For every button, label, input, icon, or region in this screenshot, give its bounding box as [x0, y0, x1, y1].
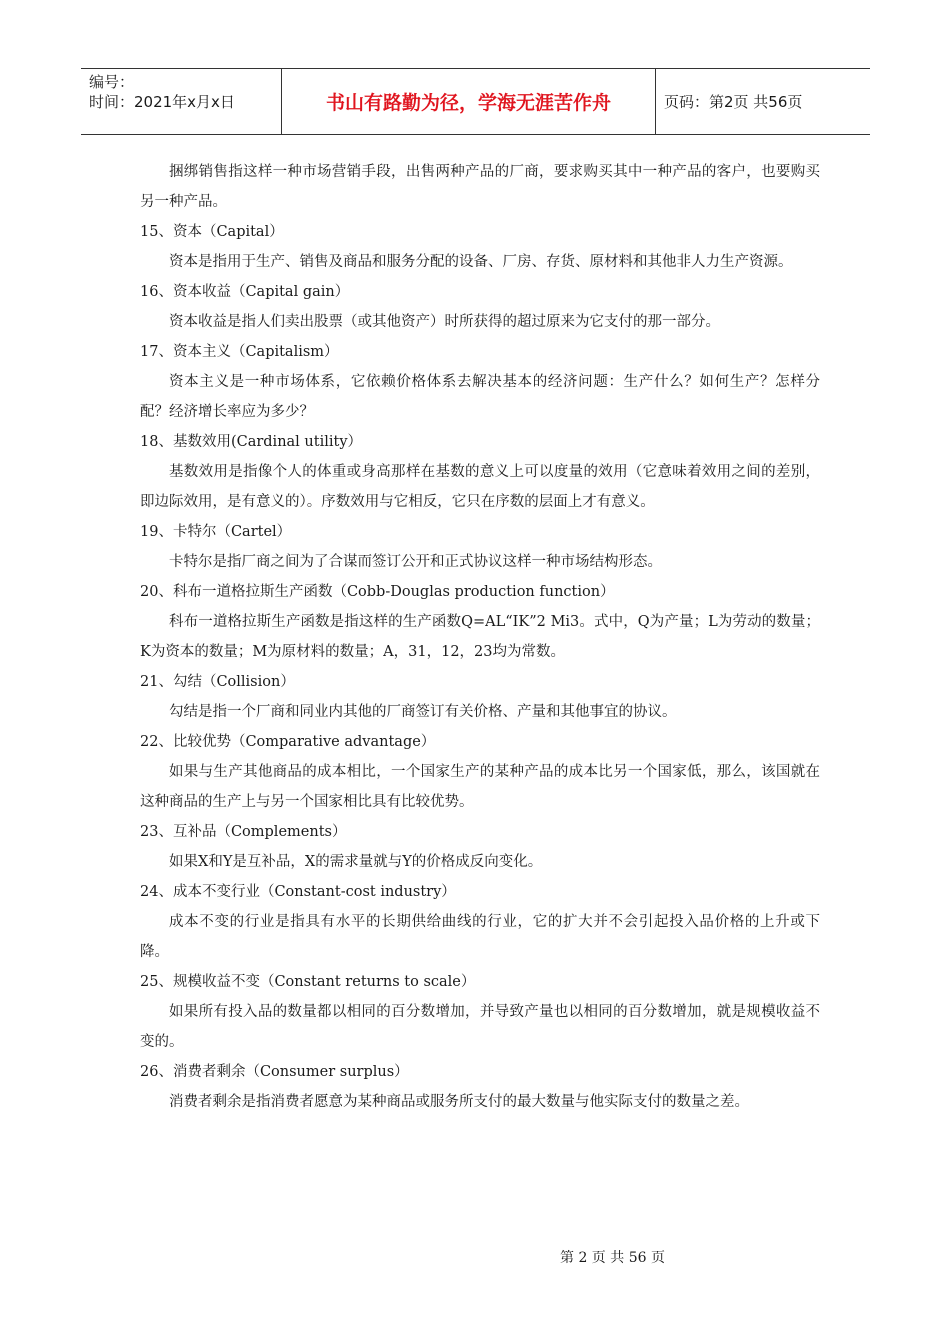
entry-term: 25、规模收益不变（Constant returns to scale）: [140, 974, 476, 990]
entry-term: 16、资本收益（Capital gain）: [140, 284, 350, 300]
entry-consumer-surplus: [140, 1057, 820, 1117]
entry-term: 15、资本（Capital）: [140, 224, 284, 240]
entry-cartel: [140, 517, 820, 577]
entry-definition: 成本不变的行业是指具有水平的长期供给曲线的行业，它的扩大并不会引起投入品价格的上升或下降。: [140, 914, 820, 960]
entry-term: 22、比较优势（Comparative advantage）: [140, 734, 436, 750]
entry-term: 23、互补品（Complements）: [140, 824, 347, 840]
entry-capital-gain: [140, 277, 820, 337]
entry-collision: [140, 667, 820, 727]
entry-capitalism: [140, 337, 820, 427]
entry-definition: 如果所有投入品的数量都以相同的百分数增加，并导致产量也以相同的百分数增加，就是规模收益不变的。: [140, 1004, 820, 1050]
entry-comparative-advantage: [140, 727, 820, 817]
entry-cardinal-utility: [140, 427, 820, 517]
header-meta: [81, 69, 282, 134]
document-body: [140, 157, 820, 1117]
entry-definition: 卡特尔是指厂商之间为了合谋而签订公开和正式协议这样一种市场结构形态。: [169, 554, 662, 570]
entry-definition: 资本是指用于生产、销售及商品和服务分配的设备、厂房、存货、原材料和其他非人力生产资源。: [169, 254, 793, 270]
entry-term: 24、成本不变行业（Constant-cost industry）: [140, 884, 456, 900]
entry-constant-returns: [140, 967, 820, 1057]
entry-definition: 资本收益是指人们卖出股票（或其他资产）时所获得的超过原来为它支付的那一部分。: [169, 314, 720, 330]
entry-term: 17、资本主义（Capitalism）: [140, 344, 339, 360]
entry-term: 26、消费者剩余（Consumer surplus）: [140, 1064, 409, 1080]
document-number: 编号：: [89, 73, 135, 91]
entry-complements: [140, 817, 820, 877]
entry-cobb-douglas: [140, 577, 820, 667]
entry-definition: 如果与生产其他商品的成本相比，一个国家生产的某种产品的成本比另一个国家低，那么，该国就在这种商品的生产上与另一个国家相比具有比较优势。: [140, 764, 820, 810]
entry-definition: 科布一道格拉斯生产函数是指这样的生产函数Q=AL“IK”2 Mi3。式中，Q为产量；L为劳动的数量；K为资本的数量；M为原材料的数量；A，31，12，23均为常数。: [140, 614, 820, 660]
entry-definition: 如果X和Y是互补品，X的需求量就与Y的价格成反向变化。: [169, 854, 543, 870]
page-footer: 第 2 页 共 56 页: [560, 1250, 665, 1266]
header-page-number: 页码：第2页 共56页: [664, 93, 803, 111]
entry-capital: [140, 217, 820, 277]
entry-term: 19、卡特尔（Cartel）: [140, 524, 292, 540]
intro-paragraph: 捆绑销售指这样一种市场营销手段，出售两种产品的厂商，要求购买其中一种产品的客户，也要购买另一种产品。: [140, 164, 820, 210]
page-header: [81, 68, 870, 135]
entry-term: 21、勾结（Collision）: [140, 674, 295, 690]
entry-definition: 基数效用是指像个人的体重或身高那样在基数的意义上可以度量的效用（它意味着效用之间的差别，即边际效用，是有意义的）。序数效用与它相反，它只在序数的层面上才有意义。: [140, 464, 820, 510]
entry-constant-cost-industry: [140, 877, 820, 967]
header-motto: 书山有路勤为径，学海无涯苦作舟: [282, 69, 656, 134]
entry-definition: 消费者剩余是指消费者愿意为某种商品或服务所支付的最大数量与他实际支付的数量之差。: [169, 1094, 749, 1110]
entry-term: 20、科布一道格拉斯生产函数（Cobb-Douglas production function）: [140, 584, 615, 600]
entry-term: 18、基数效用(Cardinal utility）: [140, 434, 363, 450]
entry-definition: 资本主义是一种市场体系，它依赖价格体系去解决基本的经济问题：生产什么？如何生产？怎样分配？经济增长率应为多少？: [140, 374, 820, 420]
document-date: 时间：2021年x月x日: [89, 93, 235, 111]
entry-definition: 勾结是指一个厂商和同业内其他的厂商签订有关价格、产量和其他事宜的协议。: [169, 704, 677, 720]
